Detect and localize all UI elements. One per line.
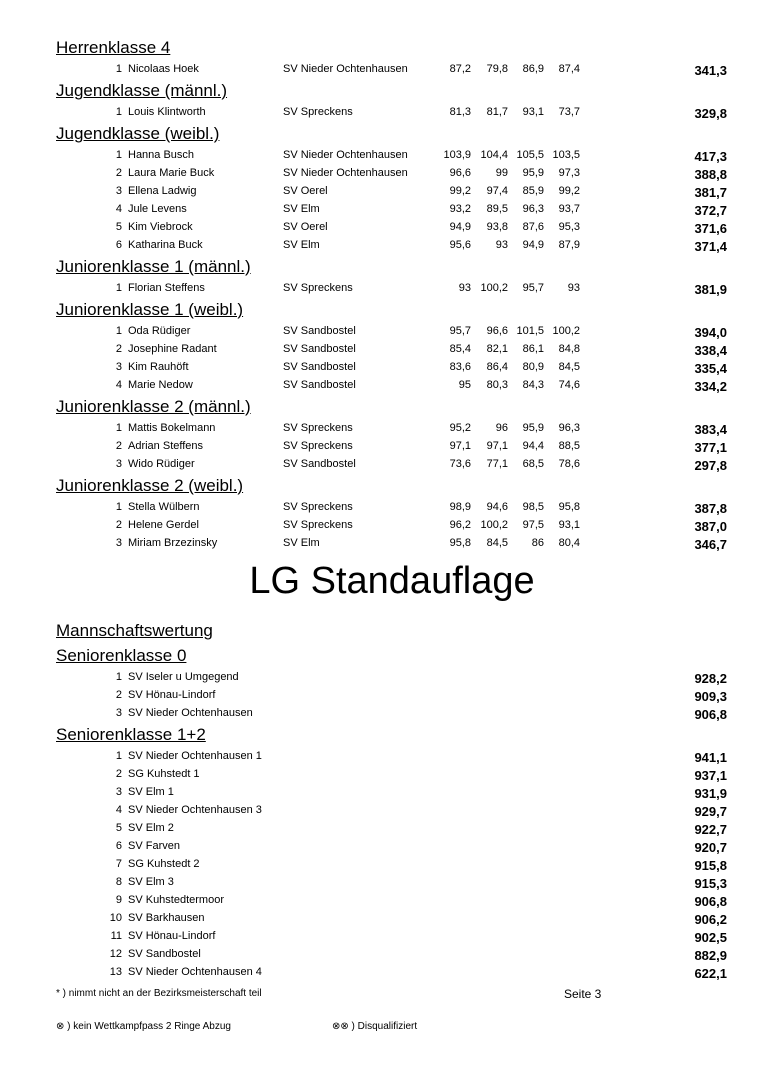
total-score: 929,7 <box>694 804 727 819</box>
footnote: * ) nimmt nicht an der Bezirksmeisterschaft teil <box>56 988 262 999</box>
result-row <box>0 182 764 200</box>
rank: 2 <box>115 440 122 452</box>
series-score: 93,8 <box>486 221 508 233</box>
rank: 5 <box>115 221 122 233</box>
series-score: 94,9 <box>522 239 544 251</box>
series-score: 84,8 <box>558 343 580 355</box>
team-row <box>0 945 764 963</box>
total-score: 922,7 <box>694 822 727 837</box>
athlete-name: Mattis Bokelmann <box>128 422 216 434</box>
series-score: 87,9 <box>558 239 580 251</box>
athlete-name: Nicolaas Hoek <box>128 63 199 75</box>
total-score: 920,7 <box>694 840 727 855</box>
series-score: 89,5 <box>486 203 508 215</box>
series-score: 80,3 <box>486 379 508 391</box>
team-name: SV Farven <box>128 840 180 852</box>
series-score: 81,3 <box>449 106 471 118</box>
club-name: SV Elm <box>283 203 320 215</box>
series-score: 97,3 <box>558 167 580 179</box>
series-score: 86,1 <box>522 343 544 355</box>
section-heading: Seniorenklasse 1+2 <box>56 725 206 744</box>
series-score: 85,9 <box>522 185 544 197</box>
team-row <box>0 704 764 722</box>
rank: 1 <box>115 422 122 434</box>
result-row <box>0 60 764 78</box>
series-score: 103,9 <box>443 149 471 161</box>
rank: 6 <box>115 840 122 852</box>
total-score: 902,5 <box>694 930 727 945</box>
club-name: SV Sandbostel <box>283 343 356 355</box>
athlete-name: Kim Rauhöft <box>128 361 189 373</box>
section-heading: Jugendklasse (männl.) <box>56 81 228 100</box>
series-score: 87,4 <box>558 63 580 75</box>
team-row <box>0 668 764 686</box>
series-score: 99,2 <box>558 185 580 197</box>
team-row <box>0 837 764 855</box>
total-score: 941,1 <box>694 750 727 765</box>
rank: 1 <box>115 750 122 762</box>
team-row <box>0 765 764 783</box>
team-name: SG Kuhstedt 1 <box>128 768 200 780</box>
club-name: SV Nieder Ochtenhausen <box>283 167 408 179</box>
legend-no-pass: ⊗ ) kein Wettkampfpass 2 Ringe Abzug <box>56 1021 231 1032</box>
result-row <box>0 218 764 236</box>
rank: 6 <box>115 239 122 251</box>
team-row <box>0 686 764 704</box>
club-name: SV Sandbostel <box>283 325 356 337</box>
rank: 3 <box>115 185 122 197</box>
series-score: 95,2 <box>449 422 471 434</box>
series-score: 98,5 <box>522 501 544 513</box>
legend-disqualified: ⊗⊗ ) Disqualifiziert <box>332 1021 418 1032</box>
series-score: 80,4 <box>558 537 580 549</box>
series-score: 87,6 <box>522 221 544 233</box>
club-name: SV Elm <box>283 537 320 549</box>
team-row <box>0 783 764 801</box>
athlete-name: Wido Rüdiger <box>128 458 195 470</box>
section-heading: Juniorenklasse 2 (weibl.) <box>56 476 244 495</box>
series-score: 100,2 <box>480 282 508 294</box>
total-score: 882,9 <box>694 948 727 963</box>
result-row <box>0 146 764 164</box>
rank: 10 <box>109 912 122 924</box>
team-name: SV Elm 1 <box>128 786 174 798</box>
team-name: SV Hönau-Lindorf <box>128 689 216 701</box>
athlete-name: Miriam Brzezinsky <box>128 537 218 549</box>
series-score: 95,9 <box>522 422 544 434</box>
series-score: 95,6 <box>449 239 471 251</box>
team-name: SV Iseler u Umgegend <box>128 671 239 683</box>
team-row <box>0 819 764 837</box>
team-name: SV Elm 2 <box>128 822 174 834</box>
result-row <box>0 455 764 473</box>
section-heading: Juniorenklasse 1 (männl.) <box>56 257 251 276</box>
series-score: 93 <box>495 239 508 251</box>
athlete-name: Oda Rüdiger <box>128 325 191 337</box>
series-score: 105,5 <box>516 149 544 161</box>
result-row <box>0 200 764 218</box>
athlete-name: Marie Nedow <box>128 379 193 391</box>
result-row <box>0 164 764 182</box>
series-score: 82,1 <box>486 343 508 355</box>
page-number: Seite 3 <box>564 987 602 1001</box>
club-name: SV Spreckens <box>283 519 353 531</box>
series-score: 99,2 <box>449 185 471 197</box>
result-row <box>0 534 764 552</box>
rank: 3 <box>115 707 122 719</box>
total-score: 329,8 <box>694 106 727 121</box>
rank: 3 <box>115 786 122 798</box>
total-score: 338,4 <box>694 343 727 358</box>
series-score: 93 <box>567 282 580 294</box>
rank: 1 <box>115 106 122 118</box>
rank: 4 <box>115 804 122 816</box>
series-score: 86 <box>531 537 544 549</box>
series-score: 85,4 <box>449 343 471 355</box>
series-score: 88,5 <box>558 440 580 452</box>
team-heading: Mannschaftswertung <box>56 621 213 640</box>
athlete-name: Helene Gerdel <box>128 519 199 531</box>
total-score: 383,4 <box>694 422 727 437</box>
team-name: SV Elm 3 <box>128 876 174 888</box>
athlete-name: Laura Marie Buck <box>128 167 215 179</box>
athlete-name: Jule Levens <box>128 203 187 215</box>
series-score: 98,9 <box>449 501 471 513</box>
series-score: 73,6 <box>449 458 471 470</box>
rank: 9 <box>115 894 122 906</box>
series-score: 83,6 <box>449 361 471 373</box>
team-name: SV Kuhstedtermoor <box>128 894 224 906</box>
total-score: 388,8 <box>694 167 727 182</box>
series-score: 100,2 <box>480 519 508 531</box>
series-score: 86,9 <box>522 63 544 75</box>
athlete-name: Josephine Radant <box>128 343 217 355</box>
result-row <box>0 419 764 437</box>
rank: 7 <box>115 858 122 870</box>
series-score: 93,1 <box>558 519 580 531</box>
athlete-name: Ellena Ladwig <box>128 185 197 197</box>
rank: 4 <box>115 203 122 215</box>
total-score: 371,4 <box>694 239 727 254</box>
series-score: 93,2 <box>449 203 471 215</box>
total-score: 341,3 <box>694 63 727 78</box>
series-score: 93,7 <box>558 203 580 215</box>
series-score: 95,8 <box>449 537 471 549</box>
total-score: 909,3 <box>694 689 727 704</box>
result-row <box>0 322 764 340</box>
series-score: 93,1 <box>522 106 544 118</box>
team-row <box>0 909 764 927</box>
result-row <box>0 498 764 516</box>
rank: 1 <box>115 325 122 337</box>
club-name: SV Sandbostel <box>283 361 356 373</box>
series-score: 96,3 <box>558 422 580 434</box>
series-score: 84,5 <box>558 361 580 373</box>
team-name: SV Nieder Ochtenhausen 1 <box>128 750 262 762</box>
total-score: 622,1 <box>694 966 727 981</box>
series-score: 95,7 <box>522 282 544 294</box>
rank: 1 <box>115 282 122 294</box>
rank: 3 <box>115 361 122 373</box>
series-score: 95,9 <box>522 167 544 179</box>
team-name: SV Barkhausen <box>128 912 205 924</box>
total-score: 906,8 <box>694 707 727 722</box>
team-name: SV Hönau-Lindorf <box>128 930 216 942</box>
rank: 5 <box>115 822 122 834</box>
team-name: SV Nieder Ochtenhausen 4 <box>128 966 262 978</box>
series-score: 101,5 <box>516 325 544 337</box>
section-heading: Juniorenklasse 1 (weibl.) <box>56 300 244 319</box>
series-score: 96,3 <box>522 203 544 215</box>
club-name: SV Spreckens <box>283 501 353 513</box>
athlete-name: Katharina Buck <box>128 239 203 251</box>
team-row <box>0 801 764 819</box>
team-name: SV Nieder Ochtenhausen 3 <box>128 804 262 816</box>
result-row <box>0 376 764 394</box>
club-name: SV Spreckens <box>283 282 353 294</box>
club-name: SV Spreckens <box>283 440 353 452</box>
club-name: SV Sandbostel <box>283 379 356 391</box>
series-score: 86,4 <box>486 361 508 373</box>
series-score: 68,5 <box>522 458 544 470</box>
series-score: 95,3 <box>558 221 580 233</box>
series-score: 99 <box>495 167 508 179</box>
rank: 4 <box>115 379 122 391</box>
total-score: 928,2 <box>694 671 727 686</box>
team-name: SG Kuhstedt 2 <box>128 858 200 870</box>
rank: 1 <box>115 501 122 513</box>
club-name: SV Nieder Ochtenhausen <box>283 149 408 161</box>
series-score: 95,8 <box>558 501 580 513</box>
club-name: SV Spreckens <box>283 106 353 118</box>
result-row <box>0 103 764 121</box>
total-score: 335,4 <box>694 361 727 376</box>
rank: 11 <box>110 930 122 942</box>
series-score: 100,2 <box>552 325 580 337</box>
series-score: 95,7 <box>449 325 471 337</box>
total-score: 394,0 <box>694 325 727 340</box>
team-row <box>0 927 764 945</box>
total-score: 906,8 <box>694 894 727 909</box>
series-score: 96,6 <box>449 167 471 179</box>
series-score: 94,6 <box>486 501 508 513</box>
athlete-name: Adrian Steffens <box>128 440 204 452</box>
series-score: 96 <box>495 422 508 434</box>
section-heading: Seniorenklasse 0 <box>56 646 187 665</box>
section-heading: Juniorenklasse 2 (männl.) <box>56 397 251 416</box>
series-score: 97,1 <box>449 440 471 452</box>
rank: 2 <box>115 343 122 355</box>
team-row <box>0 873 764 891</box>
series-score: 77,1 <box>486 458 508 470</box>
rank: 8 <box>115 876 122 888</box>
result-row <box>0 340 764 358</box>
result-row <box>0 437 764 455</box>
club-name: SV Elm <box>283 239 320 251</box>
section-heading: Jugendklasse (weibl.) <box>56 124 220 143</box>
result-row <box>0 358 764 376</box>
total-score: 297,8 <box>694 458 727 473</box>
total-score: 417,3 <box>694 149 727 164</box>
team-name: SV Sandbostel <box>128 948 201 960</box>
total-score: 906,2 <box>694 912 727 927</box>
total-score: 387,8 <box>694 501 727 516</box>
rank: 3 <box>115 537 122 549</box>
rank: 1 <box>115 671 122 683</box>
athlete-name: Louis Klintworth <box>128 106 206 118</box>
series-score: 97,1 <box>486 440 508 452</box>
series-score: 87,2 <box>449 63 471 75</box>
total-score: 915,3 <box>694 876 727 891</box>
series-score: 80,9 <box>522 361 544 373</box>
spacer <box>0 610 764 618</box>
club-name: SV Spreckens <box>283 422 353 434</box>
total-score: 381,7 <box>694 185 727 200</box>
club-name: SV Oerel <box>283 221 328 233</box>
total-score: 387,0 <box>694 519 727 534</box>
series-score: 79,8 <box>486 63 508 75</box>
team-row <box>0 891 764 909</box>
total-score: 381,9 <box>694 282 727 297</box>
athlete-name: Hanna Busch <box>128 149 195 161</box>
series-score: 94,4 <box>522 440 544 452</box>
club-name: SV Nieder Ochtenhausen <box>283 63 408 75</box>
series-score: 97,5 <box>522 519 544 531</box>
rank: 2 <box>115 689 122 701</box>
series-score: 81,7 <box>486 106 508 118</box>
rank: 2 <box>115 519 122 531</box>
series-score: 104,4 <box>480 149 508 161</box>
team-name: SV Nieder Ochtenhausen <box>128 707 253 719</box>
rank: 2 <box>115 167 122 179</box>
series-score: 95 <box>458 379 471 391</box>
total-score: 372,7 <box>694 203 727 218</box>
series-score: 74,6 <box>558 379 580 391</box>
team-row <box>0 963 764 981</box>
discipline-title: LG Standauflage <box>249 560 535 602</box>
team-row <box>0 747 764 765</box>
series-score: 97,4 <box>486 185 508 197</box>
result-row <box>0 236 764 254</box>
section-heading: Herrenklasse 4 <box>56 38 171 57</box>
total-score: 334,2 <box>694 379 727 394</box>
rank: 1 <box>115 149 122 161</box>
total-score: 346,7 <box>694 537 727 552</box>
rank: 1 <box>115 63 122 75</box>
athlete-name: Kim Viebrock <box>128 221 193 233</box>
club-name: SV Sandbostel <box>283 458 356 470</box>
total-score: 915,8 <box>694 858 727 873</box>
series-score: 84,3 <box>522 379 544 391</box>
team-row <box>0 855 764 873</box>
total-score: 377,1 <box>694 440 727 455</box>
total-score: 931,9 <box>694 786 727 801</box>
series-score: 93 <box>458 282 471 294</box>
series-score: 78,6 <box>558 458 580 470</box>
rank: 3 <box>115 458 122 470</box>
rank: 12 <box>109 948 122 960</box>
total-score: 937,1 <box>694 768 727 783</box>
series-score: 96,6 <box>486 325 508 337</box>
series-score: 103,5 <box>552 149 580 161</box>
athlete-name: Florian Steffens <box>128 282 205 294</box>
result-row <box>0 279 764 297</box>
series-score: 96,2 <box>449 519 471 531</box>
results-document <box>0 35 764 981</box>
series-score: 73,7 <box>558 106 580 118</box>
athlete-name: Stella Wülbern <box>128 501 200 513</box>
club-name: SV Oerel <box>283 185 328 197</box>
rank: 13 <box>109 966 122 978</box>
total-score: 371,6 <box>694 221 727 236</box>
rank: 2 <box>115 768 122 780</box>
series-score: 94,9 <box>449 221 471 233</box>
result-row <box>0 516 764 534</box>
series-score: 84,5 <box>486 537 508 549</box>
